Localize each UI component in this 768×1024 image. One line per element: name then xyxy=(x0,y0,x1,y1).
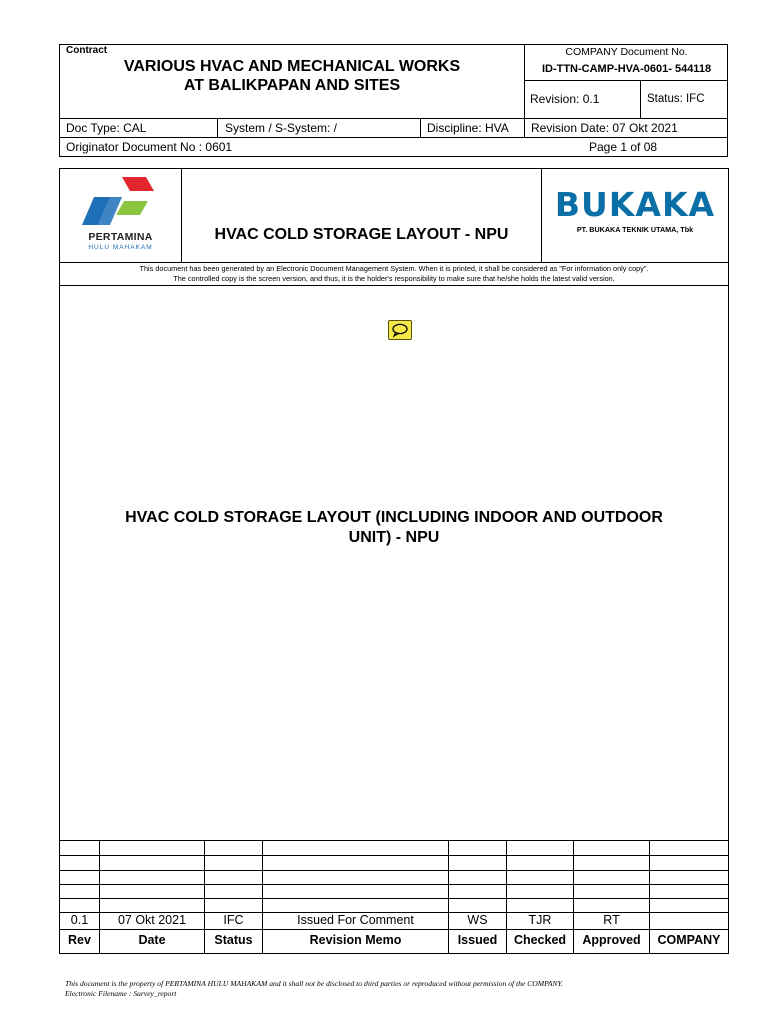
bukaka-wordmark: BUKAKA xyxy=(554,185,716,224)
originator-doc-no: Originator Document No : 0601 xyxy=(66,140,233,154)
body-title-line2: UNIT) - NPU xyxy=(348,529,440,546)
revision-value: Revision: 0.1 xyxy=(530,92,600,106)
doc-type: Doc Type: CAL xyxy=(66,121,147,135)
document-title: HVAC COLD STORAGE LAYOUT - NPU xyxy=(214,226,509,243)
company-doc-number: ID-TTN-CAMP-HVA-0601- 544118 xyxy=(541,63,712,75)
bukaka-logo xyxy=(542,169,728,262)
discipline: Discipline: HVA xyxy=(427,121,509,135)
rev-header-approved: Approved xyxy=(582,933,641,947)
rev-row-memo: Issued For Comment xyxy=(297,913,414,927)
footer-property-notice: This document is the property of PERTAMINA HULU MAHAKAM and it shall not be disclosed to third parties or reproduced without permission of the COMPANY. xyxy=(65,979,563,988)
pertamina-logo-icon xyxy=(60,169,181,231)
rev-header-rev: Rev xyxy=(68,933,91,947)
system-s-system: System / S-System: / xyxy=(225,121,338,135)
footer-filename: Electronic Filename : Survey_report xyxy=(65,989,177,998)
rev-header-company: COMPANY xyxy=(657,933,721,947)
edms-notice-line1: This document has been generated by an Electronic Document Management System. When it is printed, it shall be considered as "For information only copy". xyxy=(139,264,649,273)
project-title-line1: VARIOUS HVAC AND MECHANICAL WORKS xyxy=(123,58,461,75)
status-value: Status: IFC xyxy=(647,93,705,105)
company-doc-label: COMPANY Document No. xyxy=(565,46,688,58)
bukaka-company-name: PT. BUKAKA TEKNIK UTAMA, Tbk xyxy=(576,225,694,234)
page-number: Page 1 of 08 xyxy=(589,140,658,154)
rev-row-issued: WS xyxy=(467,913,488,927)
rev-row-approved: RT xyxy=(603,913,620,927)
revision-date: Revision Date: 07 Okt 2021 xyxy=(531,121,678,135)
rev-header-status: Status xyxy=(214,933,253,947)
edms-notice-line2: The controlled copy is the screen version, and thus, it is the holder's responsibility to make sure that he/she holds the latest valid version. xyxy=(173,274,615,283)
rev-row-checked: TJR xyxy=(528,913,552,927)
rev-row-status: IFC xyxy=(223,913,244,927)
body-title-line1: HVAC COLD STORAGE LAYOUT (INCLUDING INDOOR AND OUTDOOR xyxy=(125,509,663,526)
pertamina-name: PERTAMINA xyxy=(88,231,153,243)
rev-header-checked: Checked xyxy=(513,933,567,947)
contract-label: Contract xyxy=(66,45,108,56)
rev-header-date: Date xyxy=(138,933,166,947)
rev-row-date: 07 Okt 2021 xyxy=(117,913,187,927)
rev-row-rev: 0.1 xyxy=(70,913,89,927)
pertamina-subtitle: HULU MAHAKAM xyxy=(88,244,153,251)
pertamina-logo xyxy=(60,169,181,262)
project-title-line2: AT BALIKPAPAN AND SITES xyxy=(183,77,401,94)
comment-annotation-icon[interactable] xyxy=(388,320,412,340)
rev-header-memo: Revision Memo xyxy=(309,933,402,947)
rev-header-issued: Issued xyxy=(457,933,498,947)
